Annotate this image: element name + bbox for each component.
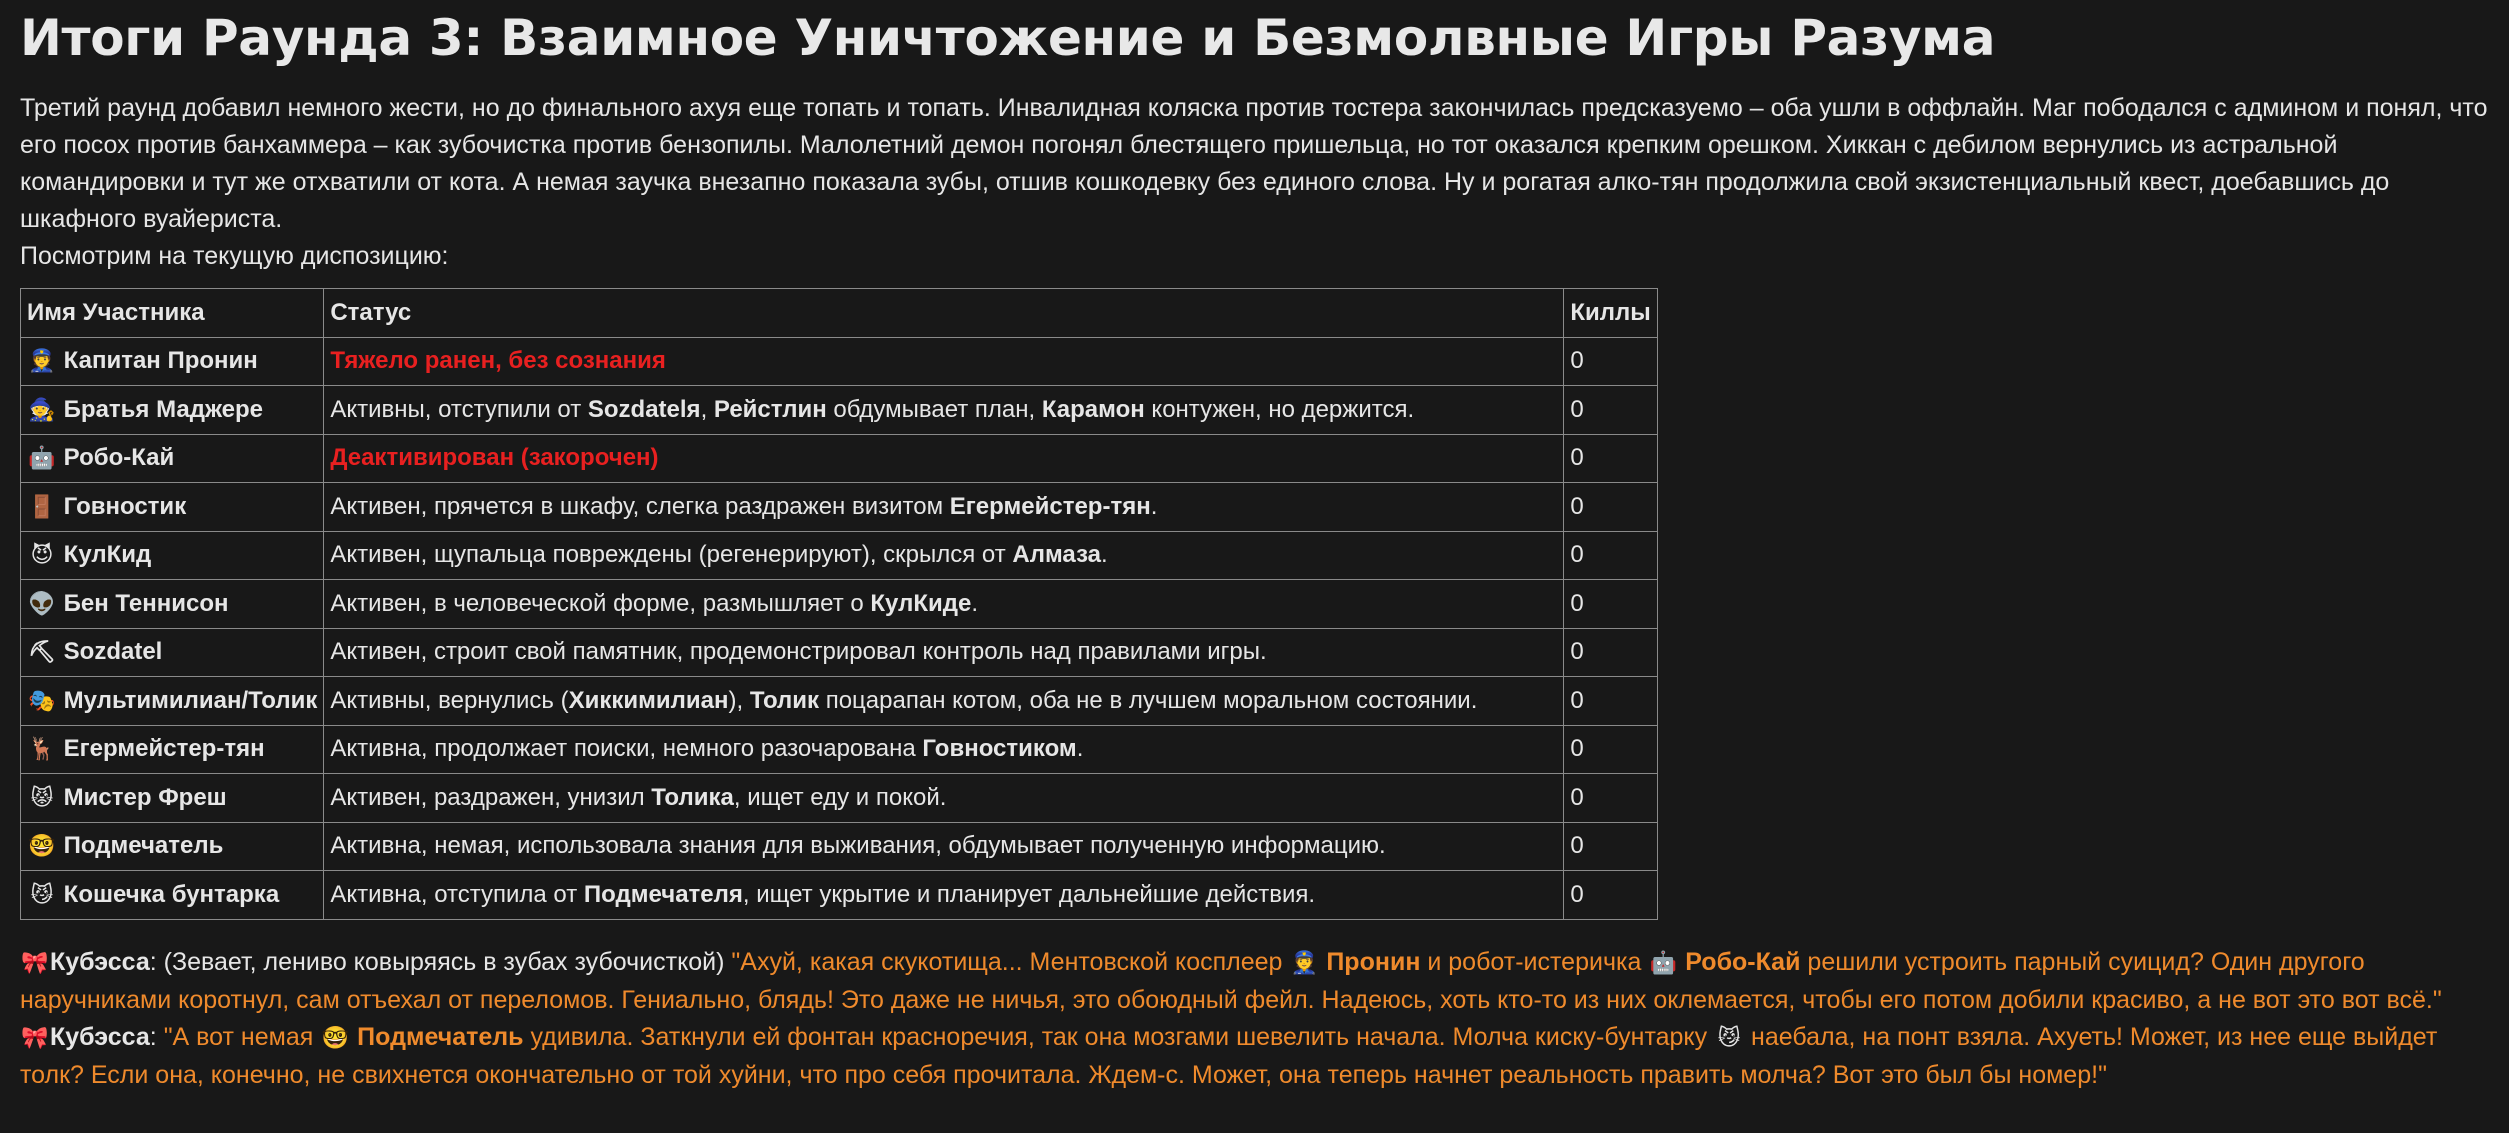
commentary-line — [20, 944, 2489, 1019]
participant-status-cell — [324, 822, 1564, 871]
quote-text: удивила. Заткнули ей фонтан красноречия, так она мозгами шевелить начала. Молча киску-бунтарку — [523, 1022, 1715, 1051]
status-highlight-text: Подмечателя — [583, 880, 743, 908]
participant-name-cell — [21, 580, 324, 629]
commentary — [20, 944, 2489, 1094]
participant-icon: 🧙 — [28, 397, 56, 423]
participant-icon: 😈 — [30, 543, 54, 569]
participant-kills-cell: 0 — [1564, 531, 1657, 580]
participant-name: Братья Маджере — [57, 395, 264, 423]
table-row — [21, 434, 1658, 483]
table-row — [21, 386, 1658, 435]
participant-icon: 🤓 — [28, 834, 56, 860]
status-text: . — [971, 589, 978, 617]
quote-text: и робот-истеричка — [1420, 947, 1649, 976]
participant-status-cell — [324, 677, 1564, 726]
status-text: , ищет еду и покой. — [733, 783, 947, 811]
status-highlight-text: КулКиде — [870, 589, 972, 617]
status-text: Активен, щупальца повреждены (регенерируют), скрылся от — [330, 541, 1013, 569]
status-critical-text: Деактивирован (закорочен) — [330, 444, 659, 472]
status-text: . — [1150, 492, 1158, 520]
participant-icon: 🦌 — [28, 737, 56, 763]
speaker-name: Кубэсса — [50, 1022, 150, 1051]
quote-text: Подмечатель — [350, 1022, 524, 1051]
intro-subline: Посмотрим на текущую диспозицию: — [20, 242, 449, 270]
status-critical-text: Тяжело ранен, без сознания — [330, 347, 666, 375]
table-row — [21, 628, 1658, 677]
participant-name-cell — [21, 774, 324, 823]
participant-status-cell — [324, 580, 1564, 629]
quote-text: "Ахуй, какая скукотища... Ментовской косплеер — [731, 947, 1290, 976]
quote-text: Пронин — [1319, 947, 1421, 976]
commentary-line — [20, 1019, 2489, 1094]
table-row — [21, 580, 1658, 629]
status-highlight-text: Говностиком — [922, 735, 1077, 763]
participant-kills-cell: 0 — [1564, 822, 1657, 871]
table-row — [21, 677, 1658, 726]
table-row — [21, 725, 1658, 774]
speaker-name: Кубэсса — [50, 947, 150, 976]
status-text: . — [1101, 541, 1108, 569]
status-text: Активна, немая, использовала знания для выживания, обдумывает полученную информацию. — [330, 832, 1386, 860]
quote-text: решили устроить парный суицид? Один другого наручниками коротнул, сам отъехал от переломов. Гениально, блядь! Это даже не ничья, это обоюдный фейл. Надеюсь, хоть кто-то из них оклемается, чтобы его потом добили красиво, а не вот это вот всё." — [20, 947, 2442, 1014]
status-highlight-text: Алмаза — [1012, 541, 1102, 569]
status-highlight-text: Егермейстер-тян — [949, 492, 1151, 520]
status-highlight-text: Карамон — [1041, 395, 1145, 423]
participant-name-cell — [21, 386, 324, 435]
participant-kills-cell: 0 — [1564, 871, 1657, 920]
status-text: Активны, отступили от — [330, 395, 588, 423]
participant-name: Говностик — [57, 492, 187, 520]
participant-icon: 😼 — [30, 882, 54, 908]
table-row — [21, 483, 1658, 532]
participant-name: Егермейстер-тян — [57, 735, 265, 763]
intro-paragraph: Третий раунд добавил немного жести, но до финального ахуя еще топать и топать. Инвалидная коляска против тостера закончилась предсказуемо – оба ушли в оффлайн. Маг пободался с админом и понял, что его посох против банхаммера – как зубочистка против бензопилы. Малолетний демон погонял блестящего пришельца, но тот оказался крепким орешком. Хиккан с дебилом вернулись из астральной командировки и тут же отхватили от кота. А немая заучка внезапно показала зубы, отшив кошкодевку без единого слова. Ну и рогатая алко-тян продолжила свой экзистенциальный квест, доебавшись до шкафного вуайериста. — [20, 94, 2488, 233]
ribbon-icon: 🎀 — [21, 950, 49, 976]
participant-name: Робо-Кай — [57, 444, 175, 472]
participant-icon: 👽 — [28, 591, 56, 617]
table-row — [21, 337, 1658, 386]
narration-text: : (Зевает, лениво ковыряясь в зубах зубочисткой) — [149, 947, 732, 976]
participant-name: Бен Теннисон — [57, 589, 229, 617]
participants-table — [20, 288, 1658, 920]
participant-status-cell — [324, 871, 1564, 920]
participant-icon: ⛏ — [28, 640, 56, 666]
participant-kills-cell: 0 — [1564, 337, 1657, 386]
participant-status-cell — [324, 531, 1564, 580]
participant-kills-cell: 0 — [1564, 580, 1657, 629]
status-text: поцарапан котом, оба не в лучшем моральном состоянии. — [819, 686, 1478, 714]
table-body — [21, 337, 1658, 919]
participant-name-cell — [21, 434, 324, 483]
participant-kills-cell: 0 — [1564, 628, 1657, 677]
participant-name-cell — [21, 483, 324, 532]
inline-emoji-icon: 🤓 — [321, 1025, 349, 1051]
status-highlight-text: Хиккимилиан — [568, 686, 729, 714]
participant-name-cell — [21, 677, 324, 726]
participant-kills-cell: 0 — [1564, 483, 1657, 532]
status-text: Активен, в человеческой форме, размышляет о — [330, 589, 871, 617]
table-header-row — [21, 289, 1658, 338]
participant-name-cell — [21, 871, 324, 920]
participant-kills-cell: 0 — [1564, 434, 1657, 483]
participant-name: Кошечка бунтарка — [57, 880, 280, 908]
participant-status-cell — [324, 774, 1564, 823]
participant-name: Подмечатель — [57, 832, 224, 860]
status-text: Активен, прячется в шкафу, слегка раздражен визитом — [330, 492, 950, 520]
status-text: , — [700, 395, 714, 423]
status-highlight-text: Толика — [651, 783, 734, 811]
status-text: Активен, строит свой памятник, продемонстрировал контроль над правилами игры. — [330, 638, 1267, 666]
participant-icon: 👮 — [28, 349, 56, 375]
participant-status-cell — [324, 386, 1564, 435]
participant-name: КулКид — [57, 541, 152, 569]
participant-kills-cell: 0 — [1564, 677, 1657, 726]
participant-name: Мистер Фреш — [57, 783, 227, 811]
participant-status-cell — [324, 628, 1564, 677]
participant-status-cell — [324, 725, 1564, 774]
status-text: ), — [728, 686, 750, 714]
participant-kills-cell: 0 — [1564, 386, 1657, 435]
status-text: , ищет укрытие и планирует дальнейшие действия. — [742, 880, 1316, 908]
participant-status-cell — [324, 434, 1564, 483]
participant-name-cell — [21, 531, 324, 580]
quote-text: наебала, на понт взяла. Ахуеть! Может, из нее еще выйдет толк? Если она, конечно, не свихнется окончательно от той хуйни, что про себя прочитала. Ждем-с. Может, она теперь начнет реальность править молча? Вот это был бы номер!" — [20, 1022, 2438, 1089]
participant-name: Sozdatel — [57, 638, 163, 666]
status-highlight-text: Рейстлин — [713, 395, 827, 423]
participant-name-cell — [21, 337, 324, 386]
inline-emoji-icon: 😼 — [1717, 1025, 1741, 1051]
participant-kills-cell: 0 — [1564, 774, 1657, 823]
column-header-name: Имя Участника — [21, 289, 324, 338]
participant-name: Мультимилиан/Толик — [57, 686, 318, 714]
participant-name-cell — [21, 822, 324, 871]
participant-icon: 🎭 — [28, 688, 56, 714]
page-title: Итоги Раунда 3: Взаимное Уничтожение и Безмолвные Игры Разума — [20, 9, 1996, 67]
status-highlight-text: Толик — [749, 686, 820, 714]
quote-text: "А вот немая — [163, 1022, 321, 1051]
ribbon-icon: 🎀 — [21, 1025, 49, 1051]
participant-status-cell — [324, 483, 1564, 532]
inline-emoji-icon: 👮 — [1290, 950, 1319, 976]
participant-name-cell — [21, 725, 324, 774]
status-text: Активен, раздражен, унизил — [330, 783, 652, 811]
table-row — [21, 774, 1658, 823]
status-text: обдумывает план, — [826, 395, 1042, 423]
narration-text: : — [149, 1022, 164, 1051]
table-row — [21, 531, 1658, 580]
participant-icon: 🚪 — [28, 494, 56, 520]
column-header-kills: Киллы — [1564, 289, 1657, 338]
participant-icon: 😾 — [30, 785, 54, 811]
table-row — [21, 822, 1658, 871]
quote-text: Робо-Кай — [1678, 947, 1801, 976]
status-text: Активна, отступила от — [330, 880, 584, 908]
status-highlight-text: Sozdatelя — [587, 395, 701, 423]
status-text: контужен, но держится. — [1144, 395, 1415, 423]
participant-icon: 🤖 — [28, 446, 56, 472]
table-row — [21, 871, 1658, 920]
participant-name: Капитан Пронин — [57, 347, 258, 375]
status-text: . — [1076, 735, 1084, 763]
participant-kills-cell: 0 — [1564, 725, 1657, 774]
inline-emoji-icon: 🤖 — [1649, 950, 1678, 976]
participant-name-cell — [21, 628, 324, 677]
participant-status-cell — [324, 337, 1564, 386]
column-header-status: Статус — [324, 289, 1564, 338]
status-text: Активна, продолжает поиски, немного разочарована — [330, 735, 923, 763]
status-text: Активны, вернулись ( — [330, 686, 569, 714]
